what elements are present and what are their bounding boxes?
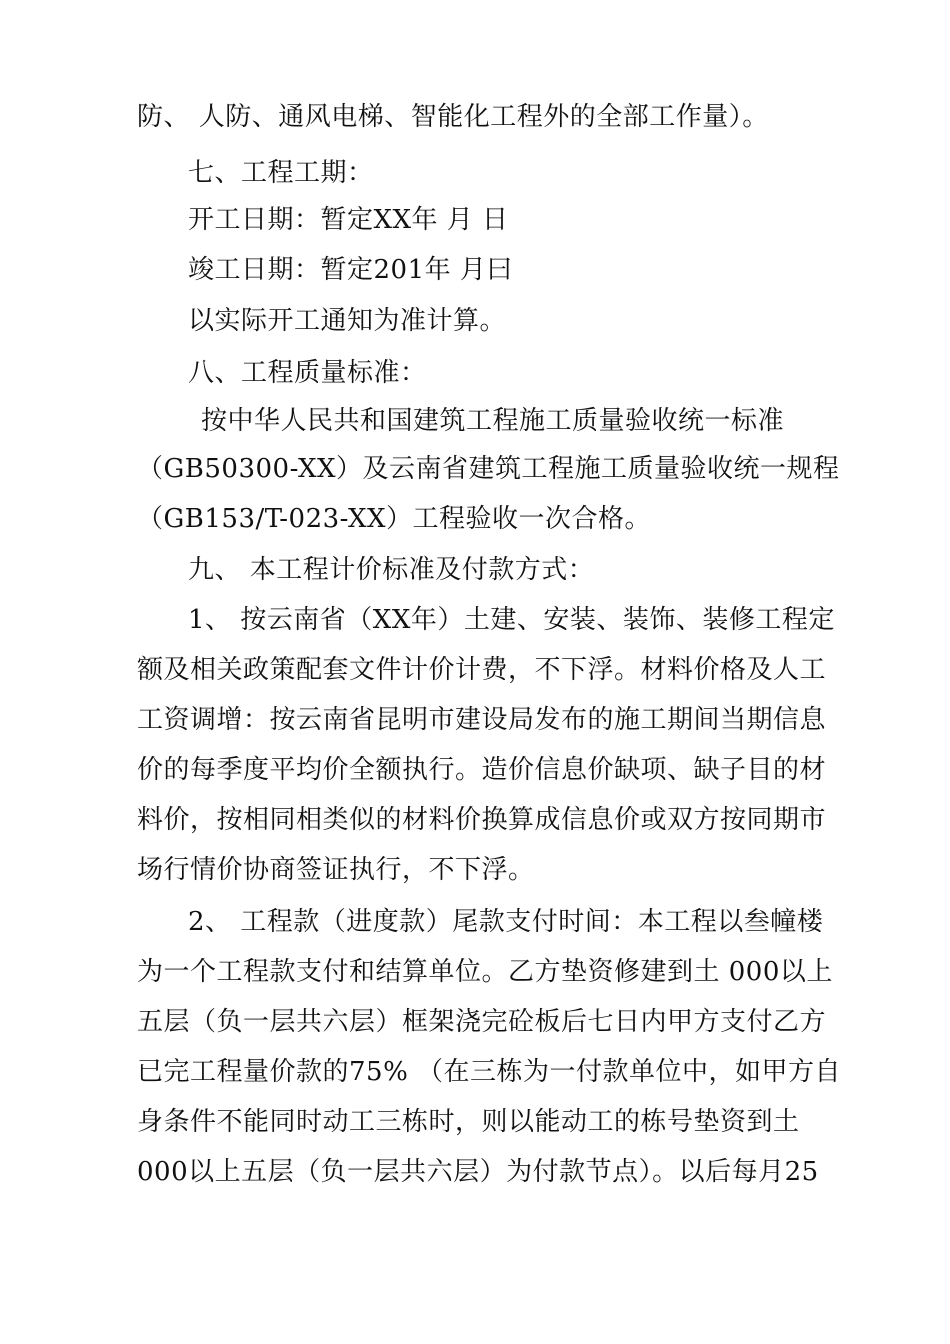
text-line: 000以上五层（负一层共六层）为付款节点）。以后每月25 [137,1157,819,1187]
text-line: （GB153/T-023-XX）工程验收一次合格。 [137,504,652,534]
text-line: 防、 人防、通风电梯、智能化工程外的全部工作量）。 [137,102,769,132]
text-line: 1、 按云南省（XX年）土建、安装、装饰、装修工程定 [188,605,835,635]
text-line: 五层（负一层共六层）框架浇完砼板后七日内甲方支付乙方 [137,1007,827,1037]
section-heading-pricing: 九、 本工程计价标准及付款方式： [188,555,595,585]
text-line: 已完工程量价款的75% （在三栋为一付款单位中，如甲方自 [137,1057,842,1087]
text-line: 工资调增：按云南省昆明市建设局发布的施工期间当期信息 [137,705,827,735]
text-line: 按中华人民共和国建筑工程施工质量验收统一标准 [201,406,785,436]
text-line: 为一个工程款支付和结算单位。乙方垫资修建到土 000以上 [137,957,833,987]
text-line: 2、 工程款（进度款）尾款支付时间：本工程以叁幢楼 [188,907,824,937]
text-line: 以实际开工通知为准计算。 [188,306,507,336]
text-line: 开工日期：暂定XX年 月 日 [188,205,509,235]
text-line: 价的每季度平均价全额执行。造价信息价缺项、缺子目的材 [137,755,827,785]
text-line: （GB50300-XX）及云南省建筑工程施工质量验收统一规程 [137,454,840,484]
text-line: 竣工日期：暂定201年 月曰 [188,255,513,285]
text-line: 料价，按相同相类似的材料价换算成信息价或双方按同期市 [137,805,827,835]
text-line: 额及相关政策配套文件计价计费，不下浮。材料价格及人工 [137,655,827,685]
text-line: 场行情价协商签证执行，不下浮。 [137,855,535,885]
text-line: 身条件不能同时动工三栋时，则以能动工的栋号垫资到土 [137,1107,800,1137]
section-heading-schedule: 七、工程工期： [188,158,374,188]
section-heading-quality: 八、工程质量标准： [188,358,427,388]
